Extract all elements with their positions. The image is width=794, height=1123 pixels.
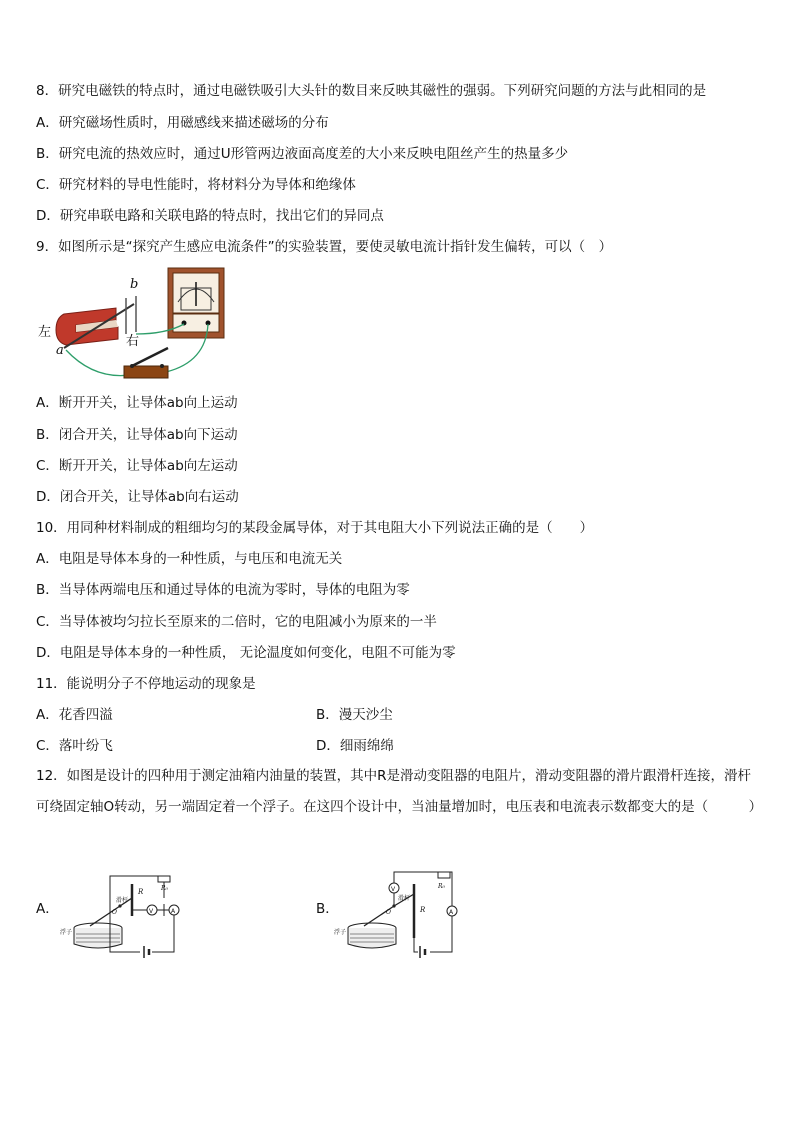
q12-circuit-b-figure — [334, 868, 458, 960]
q12a-voltmeter-label: V — [149, 908, 154, 915]
q10-option-a: A．电阻是导体本身的一种性质，与电压和电流无关 — [36, 551, 343, 567]
q11-option-b: B．漫天沙尘 — [316, 707, 393, 723]
q12a-label-slider: 滑杆 — [116, 897, 129, 904]
q9-option-d: D．闭合开关，让导体ab向右运动 — [36, 489, 239, 505]
q9-label-a: a — [56, 343, 64, 358]
q12-stem: 12．如图是设计的四种用于测定油箱内油量的装置，其中R是滑动变阻器的电阻片，滑动变阻器的滑片跟滑杆连接，滑杆可绕固定轴O转动，另一端固定着一个浮子。在这四个设计中，当油量增加时，电压表和电流表示数都变大的是（ ） — [36, 768, 763, 815]
q9-option-a: A．断开开关，让导体ab向上运动 — [36, 395, 238, 411]
q12a-ammeter-label: A — [171, 908, 176, 915]
q12b-label-float: 浮子 — [334, 929, 347, 936]
q12a-label-O: O — [112, 909, 117, 916]
q11-option-a: A．花香四溢 — [36, 707, 113, 723]
q12-option-b-label: B． — [316, 901, 339, 917]
q10-stem: 10．用同种材料制成的粗细均匀的某段金属导体，对于其电阻大小下列说法正确的是（ ） — [36, 520, 594, 536]
q9-induction-apparatus-figure — [36, 262, 232, 386]
q10-option-b: B．当导体两端电压和通过导体的电流为零时，导体的电阻为零 — [36, 582, 410, 598]
q12a-label-R0: R₀ — [161, 885, 168, 892]
q12b-label-R: R — [420, 906, 426, 914]
q8-option-a: A．研究磁场性质时，用磁感线来描述磁场的分布 — [36, 115, 329, 131]
q9-option-c: C．断开开关，让导体ab向左运动 — [36, 458, 238, 474]
q12a-label-float: 浮子 — [60, 929, 73, 936]
q11-option-d: D．细雨绵绵 — [316, 738, 394, 754]
q9-label-b: b — [130, 277, 139, 292]
q9-stem: 9．如图所示是“探究产生感应电流条件”的实验装置，要使灵敏电流计指针发生偏转，可以（ ） — [36, 239, 613, 255]
q12-option-a-label: A． — [36, 901, 59, 917]
q9-option-b: B．闭合开关，让导体ab向下运动 — [36, 427, 238, 443]
q12b-label-O: O — [386, 909, 391, 916]
q11-option-c: C．落叶纷飞 — [36, 738, 113, 754]
q10-option-d: D．电阻是导体本身的一种性质， 无论温度如何变化，电阻不可能为零 — [36, 645, 456, 661]
q12b-ammeter-label: A — [449, 909, 454, 916]
q11-stem: 11．能说明分子不停地运动的现象是 — [36, 676, 256, 692]
q12-circuit-a-figure — [60, 868, 184, 960]
q8-option-c: C．研究材料的导电性能时，将材料分为导体和绝缘体 — [36, 177, 356, 193]
q8-option-d: D．研究串联电路和关联电路的特点时，找出它们的异同点 — [36, 208, 384, 224]
q12b-label-slider: 滑杆 — [398, 895, 411, 902]
q12b-label-R0: R₀ — [438, 883, 445, 890]
q8-stem: 8．研究电磁铁的特点时，通过电磁铁吸引大头针的数目来反映其磁性的强弱。下列研究问题的方法与此相同的是 — [36, 83, 707, 99]
q8-option-b: B．研究电流的热效应时，通过U形管两边液面高度差的大小来反映电阻丝产生的热量多少 — [36, 146, 569, 162]
q12b-voltmeter-label: V — [391, 886, 396, 893]
q9-label-right: 右 — [126, 334, 140, 349]
q9-label-left: 左 — [38, 325, 52, 340]
q12a-label-R: R — [138, 888, 144, 896]
q10-option-c: C．当导体被均匀拉长至原来的二倍时，它的电阻减小为原来的一半 — [36, 614, 437, 630]
